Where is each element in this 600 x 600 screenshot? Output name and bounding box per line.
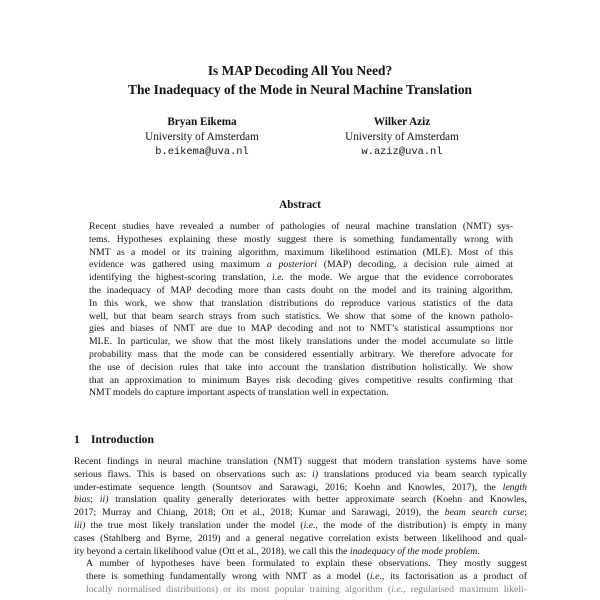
author-name: Bryan Eikema xyxy=(167,116,237,128)
text-run: probability mass that the mode can be considered essentially arbitrary. We therefore advocate for xyxy=(89,348,513,360)
text-line xyxy=(89,221,513,234)
italic-run: beam search curse xyxy=(444,507,525,519)
author-name: Wilker Aziz xyxy=(373,116,431,128)
text-run: under-estimate sequence length (Sountsov and Sarawagi, 2016; Koehn and Knowles, 2017), the xyxy=(74,481,503,493)
text-run: there is something fundamentally wrong with NMT as a model ( xyxy=(86,571,370,583)
italic-run: i.e. xyxy=(303,519,316,531)
introduction-body xyxy=(74,456,527,597)
section-number: 1 xyxy=(74,433,80,446)
text-line xyxy=(74,546,527,559)
text-line xyxy=(74,571,527,584)
text-line xyxy=(89,298,513,311)
italic-run: a posteriori xyxy=(266,259,317,271)
text-line xyxy=(89,311,513,324)
text-run: NMT models do capture important aspects of translation well in expectation. xyxy=(89,387,389,399)
author-block xyxy=(317,115,487,160)
text-line xyxy=(74,456,527,469)
italic-run: i) xyxy=(312,468,319,480)
text-run: . xyxy=(477,545,480,557)
text-line xyxy=(89,272,513,285)
text-line xyxy=(74,507,527,520)
text-line xyxy=(74,494,527,507)
text-line xyxy=(89,349,513,362)
text-run: tems. Hypotheses explaining these mostly suggest there is something fundamentally wrong with xyxy=(89,233,513,245)
text-run: Recent findings in neural machine translation (NMT) suggest that modern translation systems have some xyxy=(74,456,527,467)
text-run: A number of hypotheses have been formulated to explain these observations. They mostly suggest xyxy=(86,558,527,570)
author-block xyxy=(117,115,287,160)
text-line xyxy=(74,584,527,597)
text-run: cases (Stahlberg and Byrne, 2019) and a general negative correlation exists between likelihood and qual- xyxy=(74,532,527,544)
text-run: translation quality generally deteriorates with better approximate search (Koehn and Knowles, xyxy=(108,494,527,506)
intro-paragraph-1 xyxy=(74,456,527,558)
italic-run: i.e. xyxy=(391,583,404,595)
text-run: the true most likely translation under the model ( xyxy=(85,519,304,531)
text-run: the use of decision rules that take into account the translation distribution holistically. We show xyxy=(89,361,513,373)
text-run: serious flaws. This is based on observations such as: xyxy=(74,468,313,480)
text-line xyxy=(89,259,513,272)
text-run: Recent studies have revealed a number of pathologies of neural machine translation (NMT) sys- xyxy=(89,221,513,232)
paper-title-line-1: Is MAP Decoding All You Need? xyxy=(207,63,393,78)
text-run: , the mode of the distribution) is empty in many xyxy=(315,519,528,531)
text-line xyxy=(89,387,513,400)
text-run: the mode. We argue that the evidence corroborates xyxy=(283,272,514,284)
italic-run: i.e. xyxy=(271,272,284,284)
italic-run: inadequacy of the mode problem xyxy=(349,545,478,557)
author-email[interactable]: b.eikema@uva.nl xyxy=(155,146,249,158)
text-run: identifying the highest-scoring translation, xyxy=(89,272,272,284)
text-run: 2017; Murray and Chiang, 2018; Ott et al., 2018; Kumar and Sarawagi, 2019), the xyxy=(74,507,445,519)
paper-title-line-2: The Inadequacy of the Mode in Neural Machine Translation xyxy=(128,82,472,97)
text-line xyxy=(89,247,513,260)
text-line xyxy=(89,323,513,336)
text-line xyxy=(89,234,513,247)
intro-paragraph-2 xyxy=(74,558,527,596)
author-email[interactable]: w.aziz@uva.nl xyxy=(361,146,443,158)
text-run: In this work, we show that translation distributions do reproduce various statistics of the data xyxy=(89,297,513,309)
text-run: NMT as a model or its training algorithm, maximum likelihood estimation (MLE). Most of this xyxy=(89,246,513,258)
author-affiliation: University of Amsterdam xyxy=(145,131,259,143)
text-run: locally normalised distributions) or its most popular training algorithm ( xyxy=(86,583,392,595)
text-line xyxy=(74,520,527,533)
text-line xyxy=(89,362,513,375)
text-run: , regularised maximum likeli- xyxy=(403,583,527,595)
text-line xyxy=(74,533,527,546)
text-run: ; xyxy=(524,507,527,519)
text-line xyxy=(74,558,527,571)
italic-run: iii) xyxy=(74,519,86,531)
text-line xyxy=(89,285,513,298)
text-run: ; xyxy=(90,494,100,506)
abstract-body xyxy=(89,221,513,400)
text-run: well, but that beam search strays from such statistics. We show that some of the known patholo- xyxy=(89,310,513,322)
text-line xyxy=(74,469,527,482)
text-run: that an approximation to minimum Bayes risk decoding gives competitive results confirming that xyxy=(89,374,513,386)
text-line xyxy=(89,375,513,388)
text-run: gies and biases of NMT are due to MAP decoding and not to NMT’s statistical assumptions nor xyxy=(89,323,513,335)
text-run: MLE. In particular, we show that the most likely translations under the model accumulate so little xyxy=(89,336,513,348)
text-run: (MAP) decoding, a decision rule aimed at xyxy=(316,259,513,271)
text-line xyxy=(74,482,527,495)
text-run: the inadequacy of MAP decoding more than casts doubt on the model and its training algorithm. xyxy=(89,284,513,296)
section-title: Introduction xyxy=(91,433,154,446)
section-heading-introduction xyxy=(74,433,154,446)
italic-run: i.e. xyxy=(369,571,382,583)
paper-title xyxy=(0,61,600,99)
text-line xyxy=(89,336,513,349)
text-run: ity beyond a certain likelihood value (Ott et al., 2018), we call this the xyxy=(74,545,350,557)
abstract-heading: Abstract xyxy=(279,199,321,211)
italic-run: ii) xyxy=(99,494,109,506)
text-run: translations produced via beam search typically xyxy=(318,468,527,480)
text-run: evidence was gathered using maximum xyxy=(89,259,267,271)
author-affiliation: University of Amsterdam xyxy=(345,131,459,143)
italic-run: length xyxy=(502,481,527,493)
text-run: , its factorisation as a product of xyxy=(381,571,527,583)
italic-run: bias xyxy=(74,494,91,506)
